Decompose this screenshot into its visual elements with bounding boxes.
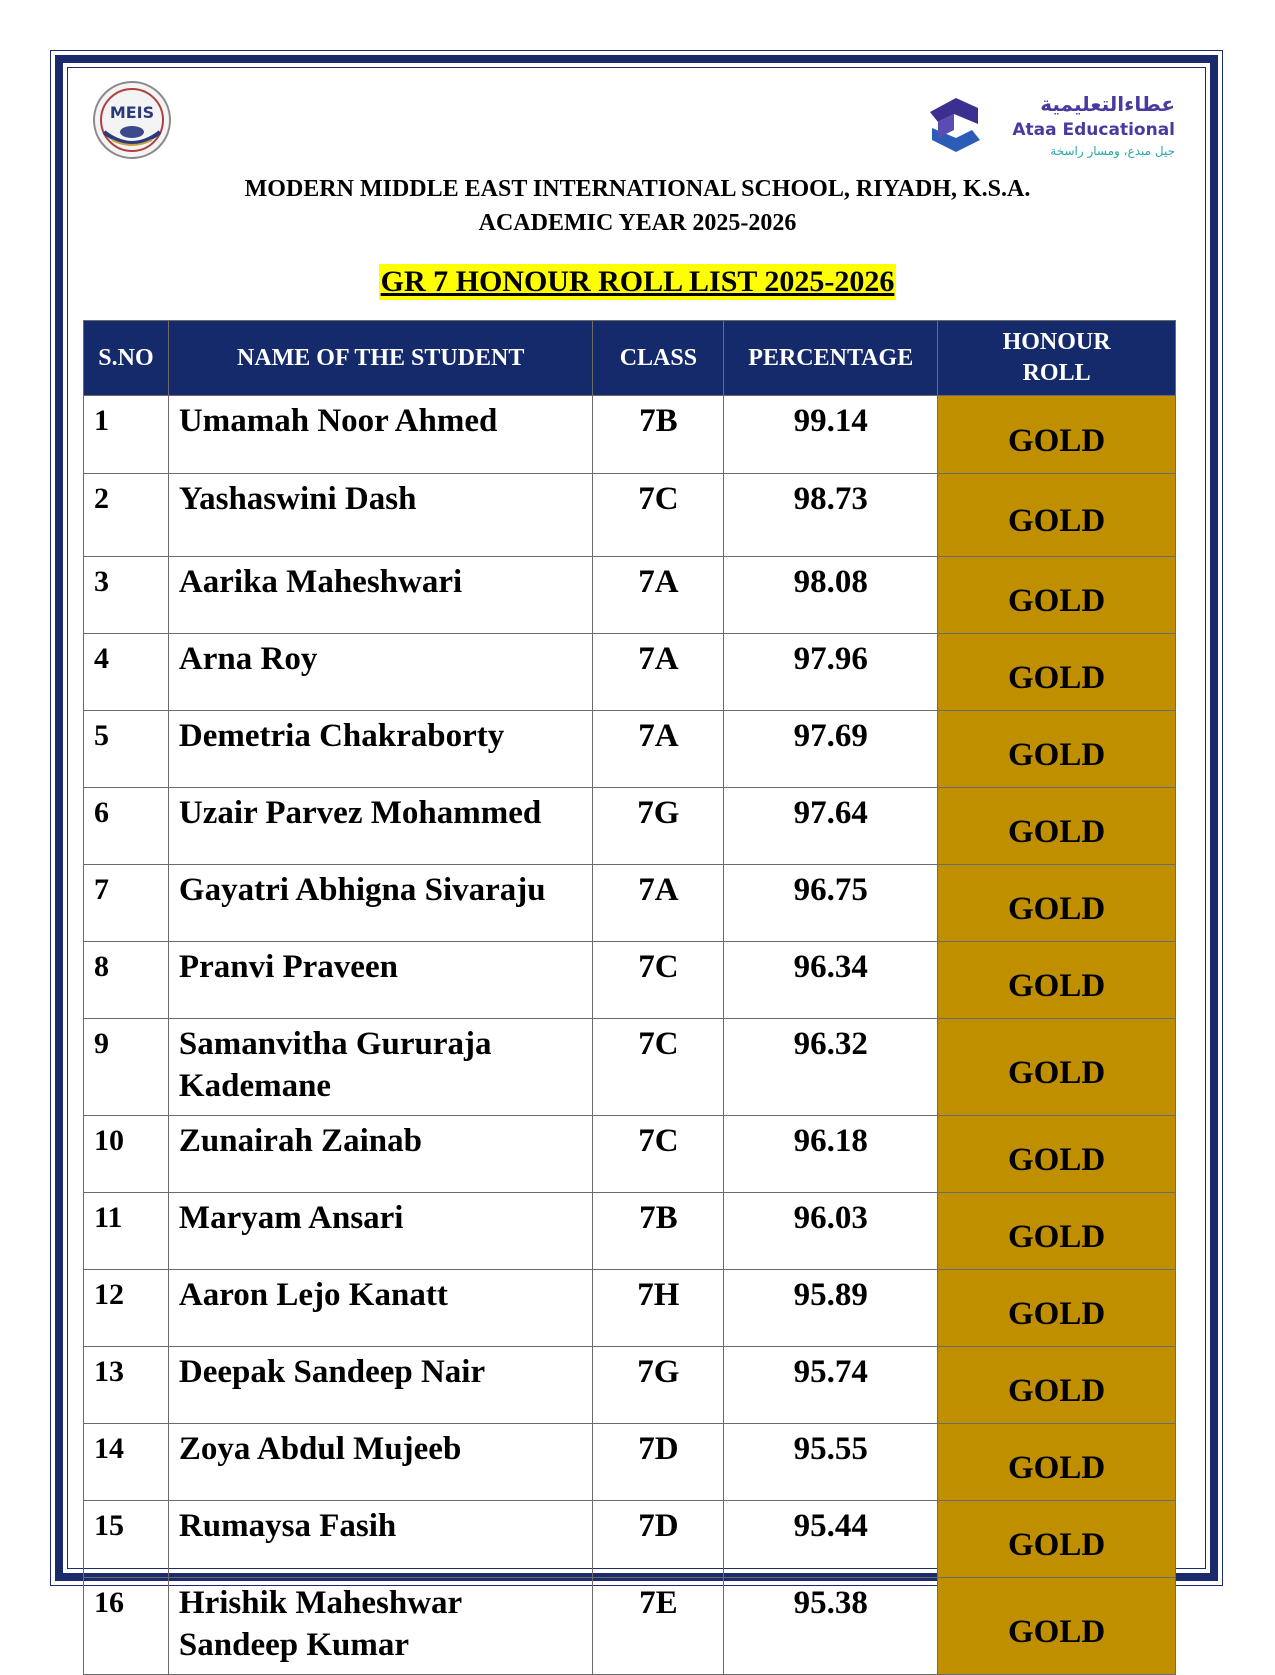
table-row: [84, 1424, 1176, 1501]
class-cell: 7A: [593, 634, 724, 711]
class-cell: 7A: [593, 865, 724, 942]
honour-roll-title: GR 7 HONOUR ROLL LIST 2025-2026: [380, 265, 895, 298]
honour-cell: GOLD: [938, 474, 1176, 557]
percentage-cell: 96.75: [724, 865, 938, 942]
honour-cell: GOLD: [938, 1193, 1176, 1270]
student-name-cell: Zoya Abdul Mujeeb: [168, 1424, 593, 1501]
sno-cell: 3: [84, 557, 169, 634]
student-name-cell: Rumaysa Fasih: [168, 1501, 593, 1578]
student-name-cell: Aarika Maheshwari: [168, 557, 593, 634]
class-cell: 7C: [593, 1019, 724, 1116]
class-cell: 7E: [593, 1578, 724, 1675]
class-cell: 7C: [593, 942, 724, 1019]
percentage-cell: 96.18: [724, 1116, 938, 1193]
honour-cell: GOLD: [938, 942, 1176, 1019]
table-row: [84, 557, 1176, 634]
percentage-cell: 95.44: [724, 1501, 938, 1578]
percentage-cell: 96.32: [724, 1019, 938, 1116]
ataa-arabic-name: عطاءالتعليمية: [1040, 92, 1175, 116]
class-cell: 7A: [593, 711, 724, 788]
ataa-english-name: Ataa Educational: [1012, 120, 1175, 140]
table-row: [84, 788, 1176, 865]
column-header-honour-roll: [938, 321, 1176, 396]
table-row: [84, 1501, 1176, 1578]
honour-cell: GOLD: [938, 1424, 1176, 1501]
column-header-name: NAME OF THE STUDENT: [168, 321, 593, 396]
class-cell: 7B: [593, 1193, 724, 1270]
school-name: MODERN MIDDLE EAST INTERNATIONAL SCHOOL, RIYADH, K.S.A.: [244, 176, 1031, 202]
honour-roll-table: [83, 320, 1176, 1675]
student-name-cell: Samanvitha Gururaja Kademane: [168, 1019, 593, 1116]
table-row: [84, 1270, 1176, 1347]
honour-cell: GOLD: [938, 1019, 1176, 1116]
sno-cell: 8: [84, 942, 169, 1019]
table-row: [84, 711, 1176, 788]
table-row: [84, 1578, 1176, 1675]
honour-cell: GOLD: [938, 788, 1176, 865]
honour-cell: GOLD: [938, 634, 1176, 711]
table-row: [84, 474, 1176, 557]
sno-cell: 11: [84, 1193, 169, 1270]
student-name-cell: Aaron Lejo Kanatt: [168, 1270, 593, 1347]
sno-cell: 16: [84, 1578, 169, 1675]
table-row: [84, 865, 1176, 942]
academic-year: ACADEMIC YEAR 2025-2026: [478, 210, 797, 236]
honour-cell: GOLD: [938, 865, 1176, 942]
honour-cell: GOLD: [938, 1270, 1176, 1347]
meis-school-logo: [86, 80, 178, 160]
student-name-cell: Pranvi Praveen: [168, 942, 593, 1019]
column-header-class: CLASS: [593, 321, 724, 396]
meis-logo-text: MEIS: [109, 103, 155, 122]
column-header-percentage: PERCENTAGE: [724, 321, 938, 396]
sno-cell: 4: [84, 634, 169, 711]
table-row: [84, 634, 1176, 711]
student-name-cell: Yashaswini Dash: [168, 474, 593, 557]
honour-cell: GOLD: [938, 1501, 1176, 1578]
honour-roll-header-text: HONOUR ROLL: [1002, 329, 1111, 386]
honour-cell: GOLD: [938, 711, 1176, 788]
student-name-cell: Umamah Noor Ahmed: [168, 396, 593, 474]
student-name-cell: Hrishik Maheshwar Sandeep Kumar: [168, 1578, 593, 1675]
sno-cell: 15: [84, 1501, 169, 1578]
percentage-cell: 95.74: [724, 1347, 938, 1424]
student-name-cell: Uzair Parvez Mohammed: [168, 788, 593, 865]
table-row: [84, 1193, 1176, 1270]
sno-cell: 1: [84, 396, 169, 474]
table-row: [84, 1116, 1176, 1193]
ataa-mark-icon: [920, 94, 990, 156]
sno-cell: 2: [84, 474, 169, 557]
class-cell: 7A: [593, 557, 724, 634]
table-header-row: [84, 321, 1176, 396]
honour-cell: GOLD: [938, 396, 1176, 474]
student-name-cell: Arna Roy: [168, 634, 593, 711]
student-name-cell: Demetria Chakraborty: [168, 711, 593, 788]
percentage-cell: 96.03: [724, 1193, 938, 1270]
percentage-cell: 97.69: [724, 711, 938, 788]
table-row: [84, 942, 1176, 1019]
percentage-cell: 95.89: [724, 1270, 938, 1347]
ataa-educational-logo: [920, 92, 1180, 164]
percentage-cell: 95.55: [724, 1424, 938, 1501]
sno-cell: 10: [84, 1116, 169, 1193]
percentage-cell: 98.73: [724, 474, 938, 557]
column-header-sno: S.NO: [84, 321, 169, 396]
honour-cell: GOLD: [938, 1116, 1176, 1193]
sno-cell: 5: [84, 711, 169, 788]
sno-cell: 6: [84, 788, 169, 865]
honour-cell: GOLD: [938, 1347, 1176, 1424]
class-cell: 7D: [593, 1501, 724, 1578]
percentage-cell: 99.14: [724, 396, 938, 474]
percentage-cell: 97.64: [724, 788, 938, 865]
sno-cell: 9: [84, 1019, 169, 1116]
class-cell: 7B: [593, 396, 724, 474]
percentage-cell: 95.38: [724, 1578, 938, 1675]
student-name-cell: Deepak Sandeep Nair: [168, 1347, 593, 1424]
ataa-tagline: جيل مبدع، ومسار راسخة: [1050, 144, 1175, 158]
sno-cell: 12: [84, 1270, 169, 1347]
percentage-cell: 96.34: [724, 942, 938, 1019]
table-row: [84, 1019, 1176, 1116]
class-cell: 7D: [593, 1424, 724, 1501]
honour-cell: GOLD: [938, 1578, 1176, 1675]
sno-cell: 14: [84, 1424, 169, 1501]
class-cell: 7G: [593, 788, 724, 865]
class-cell: 7G: [593, 1347, 724, 1424]
sno-cell: 13: [84, 1347, 169, 1424]
table-row: [84, 1347, 1176, 1424]
honour-cell: GOLD: [938, 557, 1176, 634]
student-name-cell: Maryam Ansari: [168, 1193, 593, 1270]
table-row: [84, 396, 1176, 474]
student-name-cell: Zunairah Zainab: [168, 1116, 593, 1193]
class-cell: 7C: [593, 474, 724, 557]
student-name-cell: Gayatri Abhigna Sivaraju: [168, 865, 593, 942]
class-cell: 7C: [593, 1116, 724, 1193]
percentage-cell: 97.96: [724, 634, 938, 711]
class-cell: 7H: [593, 1270, 724, 1347]
percentage-cell: 98.08: [724, 557, 938, 634]
sno-cell: 7: [84, 865, 169, 942]
